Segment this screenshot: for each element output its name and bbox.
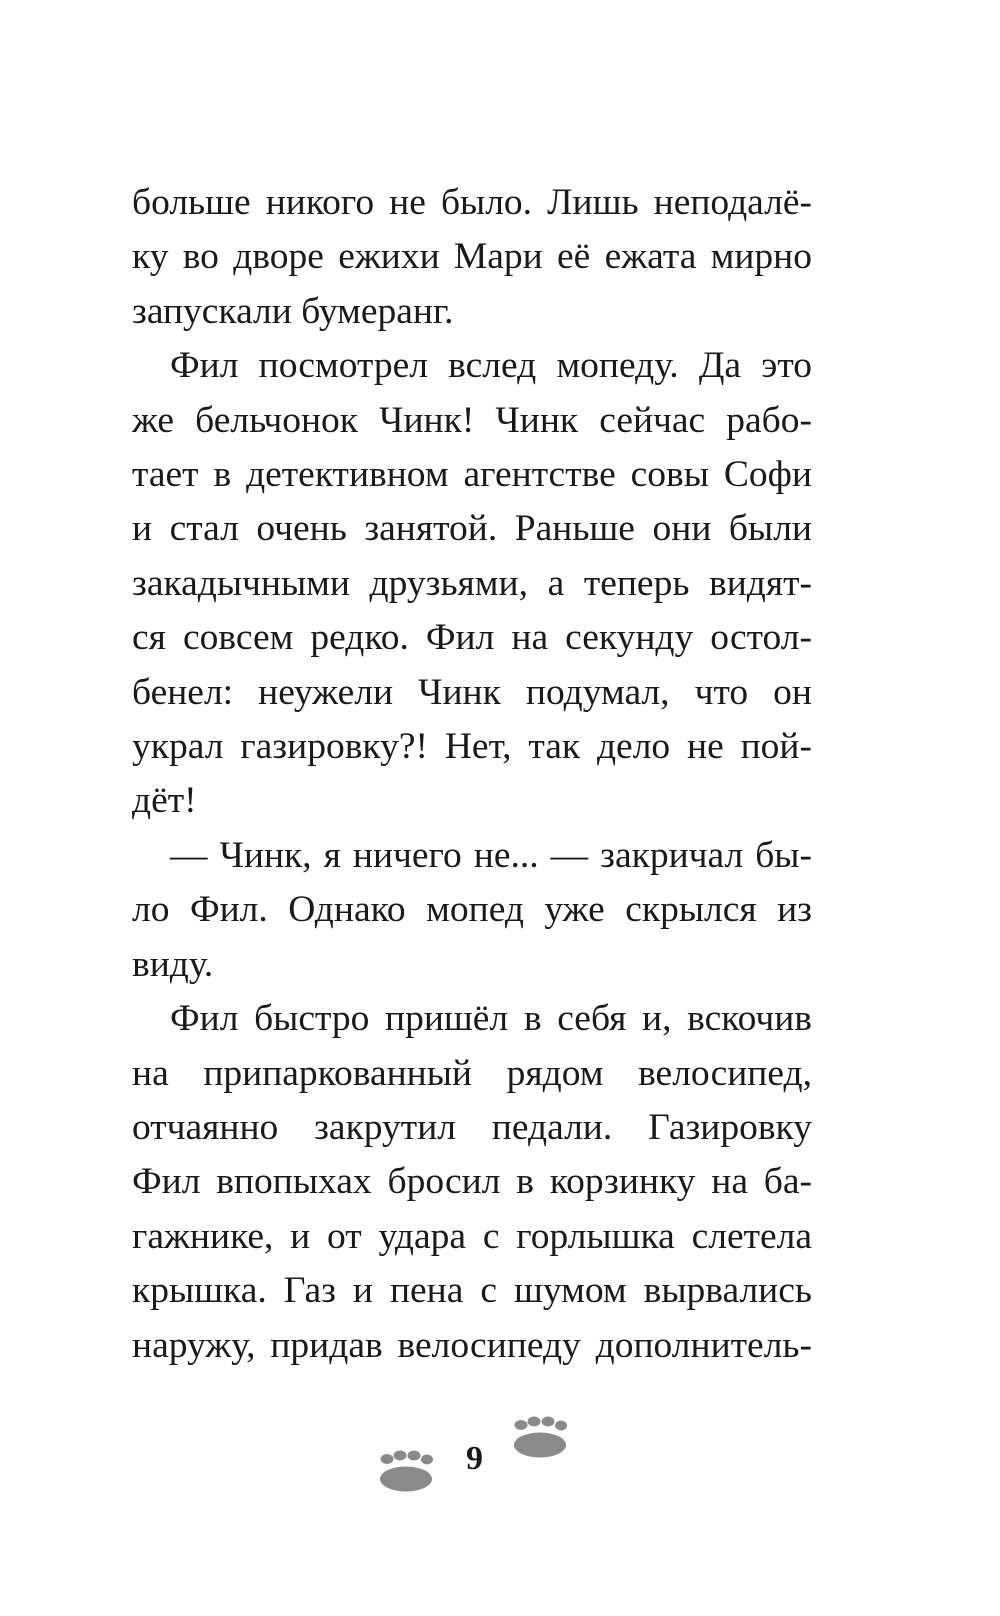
- page-number: 9: [466, 1440, 483, 1477]
- text-line: и стал очень занятой. Раньше они были: [132, 508, 812, 550]
- text-line: — Чинк, я ничего не... — закричал бы-: [170, 834, 812, 876]
- paragraph-3: [132, 829, 812, 992]
- text-line: ся совсем редко. Фил на секунду остол-: [132, 617, 812, 659]
- text-line: украл газировку?! Нет, так дело не пой-: [132, 726, 812, 768]
- text-line: бенел: неужели Чинк подумал, что он: [132, 671, 812, 713]
- text-line: Фил быстро пришёл в себя и, вскочив: [170, 998, 812, 1040]
- text-line: запускали бумеранг.: [132, 290, 454, 332]
- text-line: гажнике, и от удара с горлышка слетела: [132, 1215, 812, 1257]
- text-line: тает в детективном агентстве совы Софи: [132, 454, 812, 496]
- paragraph-2: [132, 339, 812, 829]
- text-line: на припаркованный рядом велосипед,: [132, 1052, 812, 1094]
- paw-print-icon: [512, 1416, 568, 1460]
- text-line: отчаянно закрутил педали. Газировку: [132, 1106, 812, 1148]
- page-footer: [0, 1420, 1000, 1500]
- text-line: крышка. Газ и пена с шумом вырвались: [132, 1270, 812, 1312]
- page-body: [132, 176, 812, 1373]
- text-line: виду.: [132, 943, 214, 985]
- paw-print-icon: [378, 1450, 434, 1494]
- text-line: наружу, придав велосипеду дополнитель-: [132, 1324, 812, 1366]
- text-line: ло Фил. Однако мопед уже скрылся из: [132, 889, 812, 931]
- paragraph-1: [132, 176, 812, 339]
- paragraph-4: [132, 992, 812, 1373]
- text-line: Фил впопыхах бросил в корзинку на ба-: [132, 1161, 812, 1203]
- text-line: дёт!: [132, 780, 197, 822]
- text-line: ку во дворе ежихи Мари её ежата мирно: [132, 236, 812, 278]
- text-line: больше никого не было. Лишь неподалё-: [132, 182, 812, 223]
- text-line: же бельчонок Чинк! Чинк сейчас рабо-: [132, 399, 812, 441]
- text-line: закадычными друзьями, а теперь видят-: [132, 562, 812, 604]
- text-line: Фил посмотрел вслед мопеду. Да это: [170, 345, 812, 387]
